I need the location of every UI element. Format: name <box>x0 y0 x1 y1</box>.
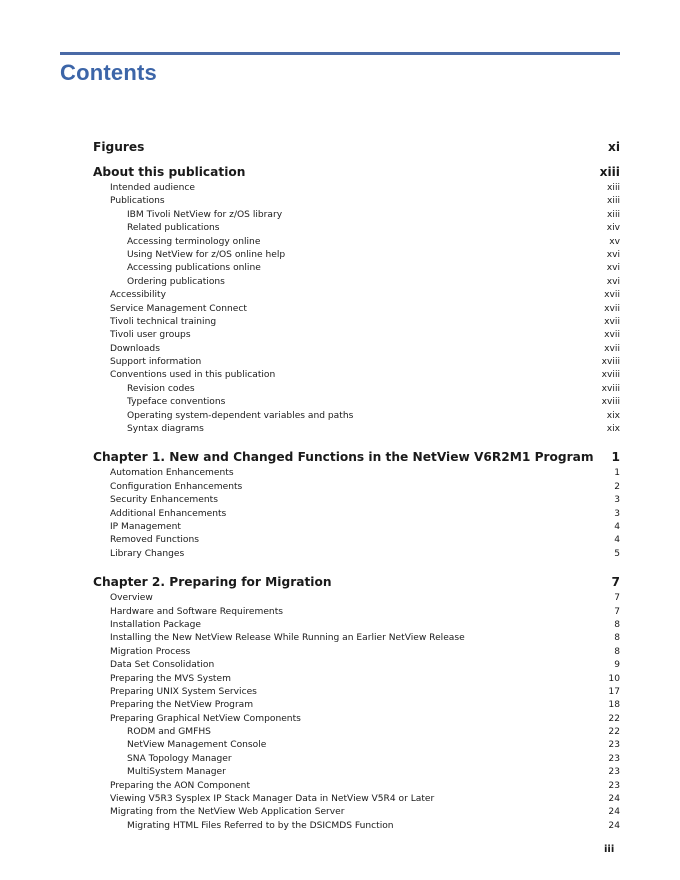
toc-entry-page: 7 <box>614 593 620 604</box>
toc-section-entry[interactable] <box>93 534 620 547</box>
toc-entry-page: 7 <box>611 575 620 590</box>
toc-entry-title: Chapter 2. Preparing for Migration <box>93 575 332 590</box>
toc-section-entry[interactable] <box>93 182 620 195</box>
toc-section-entry[interactable] <box>93 316 620 329</box>
toc-section-entry[interactable] <box>93 423 620 436</box>
toc-entry-page: 24 <box>608 794 620 805</box>
table-of-contents <box>93 138 620 833</box>
toc-entry-title: Viewing V5R3 Sysplex IP Stack Manager Data in NetView V5R4 or Later <box>110 794 435 805</box>
toc-section-entry[interactable] <box>93 236 620 249</box>
toc-entry-page: xiv <box>606 223 620 234</box>
toc-entry-page: xi <box>607 140 620 154</box>
toc-entry-title: About this publication <box>93 165 246 179</box>
toc-section-entry[interactable] <box>93 467 620 480</box>
toc-section-entry[interactable] <box>93 410 620 423</box>
toc-entry-page: xvii <box>604 316 620 327</box>
toc-section-entry[interactable] <box>93 713 620 726</box>
toc-entry-page: xv <box>609 236 620 247</box>
toc-entry-page: xvii <box>604 303 620 314</box>
toc-entry-title: SNA Topology Manager <box>127 753 232 764</box>
toc-chapter-entry[interactable] <box>93 138 620 157</box>
toc-section-entry[interactable] <box>93 726 620 739</box>
toc-entry-page: xvi <box>606 249 620 260</box>
toc-entry-title: Security Enhancements <box>110 495 218 506</box>
toc-entry-page: 23 <box>608 780 620 791</box>
toc-section-entry[interactable] <box>93 383 620 396</box>
toc-entry-page: 8 <box>614 633 620 644</box>
toc-entry-title: Using NetView for z/OS online help <box>127 249 286 260</box>
toc-entry-title: Preparing UNIX System Services <box>110 686 257 697</box>
toc-section-entry[interactable] <box>93 780 620 793</box>
toc-section-entry[interactable] <box>93 619 620 632</box>
toc-section-entry[interactable] <box>93 195 620 208</box>
toc-entry-title: Publications <box>110 196 165 207</box>
toc-section-entry[interactable] <box>93 481 620 494</box>
toc-entry-page: 22 <box>608 727 620 738</box>
toc-entry-title: Preparing the AON Component <box>110 780 251 791</box>
toc-entry-page: 8 <box>614 619 620 630</box>
toc-section-entry[interactable] <box>93 303 620 316</box>
toc-entry-page: 4 <box>614 521 620 532</box>
toc-entry-page: 7 <box>614 606 620 617</box>
toc-section-entry[interactable] <box>93 289 620 302</box>
toc-entry-title: NetView Management Console <box>127 740 267 751</box>
toc-entry-page: 3 <box>614 495 620 506</box>
toc-entry-title: Installation Package <box>110 619 201 630</box>
toc-entry-page: 24 <box>608 807 620 818</box>
toc-chapter-entry[interactable] <box>93 163 620 182</box>
toc-section-entry[interactable] <box>93 396 620 409</box>
toc-section-entry[interactable] <box>93 820 620 833</box>
toc-entry-title: RODM and GMFHS <box>127 727 211 738</box>
toc-section-entry[interactable] <box>93 739 620 752</box>
toc-section-entry[interactable] <box>93 632 620 645</box>
toc-section-entry[interactable] <box>93 494 620 507</box>
toc-entry-title: Overview <box>110 593 153 604</box>
toc-section-entry[interactable] <box>93 793 620 806</box>
toc-entry-page: 17 <box>608 686 620 697</box>
toc-entry-page: xvi <box>606 276 620 287</box>
toc-entry-page: xiii <box>607 209 620 220</box>
toc-entry-page: 23 <box>608 753 620 764</box>
toc-entry-title: Accessing publications online <box>127 263 261 274</box>
toc-entry-title: Preparing the MVS System <box>110 673 231 684</box>
toc-section-entry[interactable] <box>93 262 620 275</box>
toc-section-entry[interactable] <box>93 521 620 534</box>
toc-entry-title: Tivoli user groups <box>110 330 191 341</box>
toc-entry-title: Preparing Graphical NetView Components <box>110 713 301 724</box>
toc-entry-page: 5 <box>614 548 620 559</box>
toc-entry-title: Migrating HTML Files Referred to by the DSICMDS Function <box>127 820 394 831</box>
toc-section-entry[interactable] <box>93 343 620 356</box>
toc-section-entry[interactable] <box>93 209 620 222</box>
toc-entry-title: Syntax diagrams <box>127 424 204 435</box>
toc-section-entry[interactable] <box>93 646 620 659</box>
toc-entry-page: xvii <box>604 330 620 341</box>
toc-entry-title: Migrating from the NetView Web Application Server <box>110 807 345 818</box>
toc-entry-title: Related publications <box>127 223 220 234</box>
toc-section-entry[interactable] <box>93 673 620 686</box>
toc-entry-title: Figures <box>93 140 145 154</box>
toc-entry-page: 24 <box>608 820 620 831</box>
toc-section-entry[interactable] <box>93 659 620 672</box>
toc-entry-page: 4 <box>614 535 620 546</box>
toc-entry-page: xvii <box>604 343 620 354</box>
toc-section-entry[interactable] <box>93 606 620 619</box>
toc-entry-page: 3 <box>614 508 620 519</box>
toc-section-entry[interactable] <box>93 592 620 605</box>
toc-entry-page: xiii <box>607 196 620 207</box>
toc-entry-page: 18 <box>608 700 620 711</box>
toc-entry-page: 2 <box>614 481 620 492</box>
toc-entry-page: xiii <box>607 183 620 193</box>
toc-entry-title: Chapter 1. New and Changed Functions in the NetView V6R2M1 Program <box>93 450 594 465</box>
header-rule <box>60 52 620 55</box>
toc-entry-page: 23 <box>608 740 620 751</box>
toc-entry-title: Configuration Enhancements <box>110 481 243 492</box>
toc-section-entry[interactable] <box>93 806 620 819</box>
toc-entry-page: xviii <box>601 383 620 394</box>
toc-entry-page: xviii <box>601 397 620 408</box>
toc-entry-title: Data Set Consolidation <box>110 660 215 671</box>
toc-entry-title: Accessing terminology online <box>127 236 261 247</box>
page-number: iii <box>604 844 615 855</box>
toc-entry-title: Ordering publications <box>127 276 225 287</box>
toc-section-entry[interactable] <box>93 369 620 382</box>
toc-entry-title: Downloads <box>110 343 160 354</box>
toc-entry-page: xix <box>606 424 620 435</box>
toc-entry-page: xvii <box>604 290 620 301</box>
toc-entry-title: Revision codes <box>127 383 195 394</box>
toc-entry-title: Automation Enhancements <box>110 468 234 479</box>
toc-entry-page: xviii <box>601 370 620 381</box>
toc-entry-page: 23 <box>608 767 620 778</box>
toc-chapter-entry[interactable] <box>93 573 620 592</box>
toc-spacer <box>93 436 620 448</box>
toc-entry-title: Hardware and Software Requirements <box>110 606 283 617</box>
toc-entry-title: Support information <box>110 357 202 368</box>
toc-entry-page: 9 <box>614 660 620 671</box>
toc-section-entry[interactable] <box>93 276 620 289</box>
toc-section-entry[interactable] <box>93 766 620 779</box>
toc-entry-title: Conventions used in this publication <box>110 370 276 381</box>
toc-entry-page: xiii <box>599 165 620 179</box>
toc-entry-page: 1 <box>614 468 620 479</box>
toc-entry-title: Installing the New NetView Release While Running an Earlier NetView Release <box>110 633 465 644</box>
toc-section-entry[interactable] <box>93 753 620 766</box>
toc-entry-title: MultiSystem Manager <box>127 767 226 778</box>
page-title: Contents <box>60 60 157 85</box>
toc-entry-title: Library Changes <box>110 548 185 559</box>
toc-section-entry[interactable] <box>93 356 620 369</box>
toc-section-entry[interactable] <box>93 548 620 561</box>
toc-entry-title: Intended audience <box>110 183 195 193</box>
toc-entry-title: Accessibility <box>110 290 166 301</box>
toc-entry-title: Tivoli technical training <box>110 316 217 327</box>
toc-section-entry[interactable] <box>93 699 620 712</box>
toc-section-entry[interactable] <box>93 249 620 262</box>
toc-entry-title: Operating system-dependent variables and paths <box>127 410 354 421</box>
toc-spacer <box>93 561 620 573</box>
toc-entry-title: Removed Functions <box>110 535 199 546</box>
toc-section-entry[interactable] <box>93 686 620 699</box>
toc-entry-page: xix <box>606 410 620 421</box>
toc-entry-title: IBM Tivoli NetView for z/OS library <box>127 209 283 220</box>
toc-section-entry[interactable] <box>93 329 620 342</box>
toc-entry-title: Additional Enhancements <box>110 508 227 519</box>
toc-entry-title: IP Management <box>110 521 181 532</box>
toc-entry-page: 10 <box>608 673 620 684</box>
toc-entry-page: 1 <box>611 450 620 465</box>
toc-section-entry[interactable] <box>93 222 620 235</box>
toc-entry-title: Preparing the NetView Program <box>110 700 254 711</box>
toc-entry-title: Migration Process <box>110 646 191 657</box>
toc-chapter-entry[interactable] <box>93 448 620 467</box>
toc-entry-page: xviii <box>601 357 620 368</box>
toc-entry-title: Service Management Connect <box>110 303 247 314</box>
toc-entry-page: xvi <box>606 263 620 274</box>
toc-entry-page: 22 <box>608 713 620 724</box>
toc-entry-page: 8 <box>614 646 620 657</box>
toc-entry-title: Typeface conventions <box>127 397 226 408</box>
toc-section-entry[interactable] <box>93 508 620 521</box>
